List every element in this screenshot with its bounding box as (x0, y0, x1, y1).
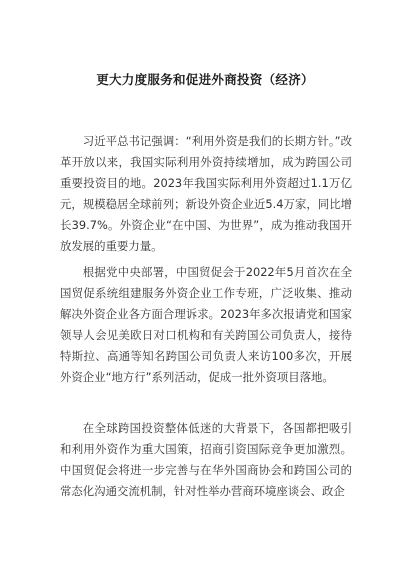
paragraph-1: 习近平总书记强调：“利用外资是我们的长期方针。”改革开放以来，我国实际利用外资持续增加，成为跨国公司重要投资目的地。2023年我国实际利用外资超过1.1万亿元，规模稳居全球前列；新设外资企业近5.4万家，同比增长39.7%。外资企业“在中国、为世界”，成为推动我国开放发展的重要力量。 (60, 134, 352, 253)
paragraph-2: 根据党中央部署，中国贸促会于2022年5月首次在全国贸促系统组建服务外资企业工作专班，广泛收集、推动解决外资企业各方面合理诉求。2023年多次报请党和国家领导人会见美欧日对口机构和有关跨国公司负责人，接待特斯拉、高通等知名跨国公司负责人来访100多次，开展外资企业“地方行”系列活动，促成一批外资项目落地。 (60, 265, 352, 384)
paragraph-3: 在全球跨国投资整体低迷的大背景下，各国都把吸引和利用外资作为重大国策，招商引资国际竞争更加激烈。中国贸促会将进一步完善与在华外国商协会和跨国公司的常态化沟通交流机制，针对性举办营商环境座谈会、政企 (60, 421, 352, 498)
document-title: 更大力度服务和促进外商投资（经济） (96, 72, 314, 87)
